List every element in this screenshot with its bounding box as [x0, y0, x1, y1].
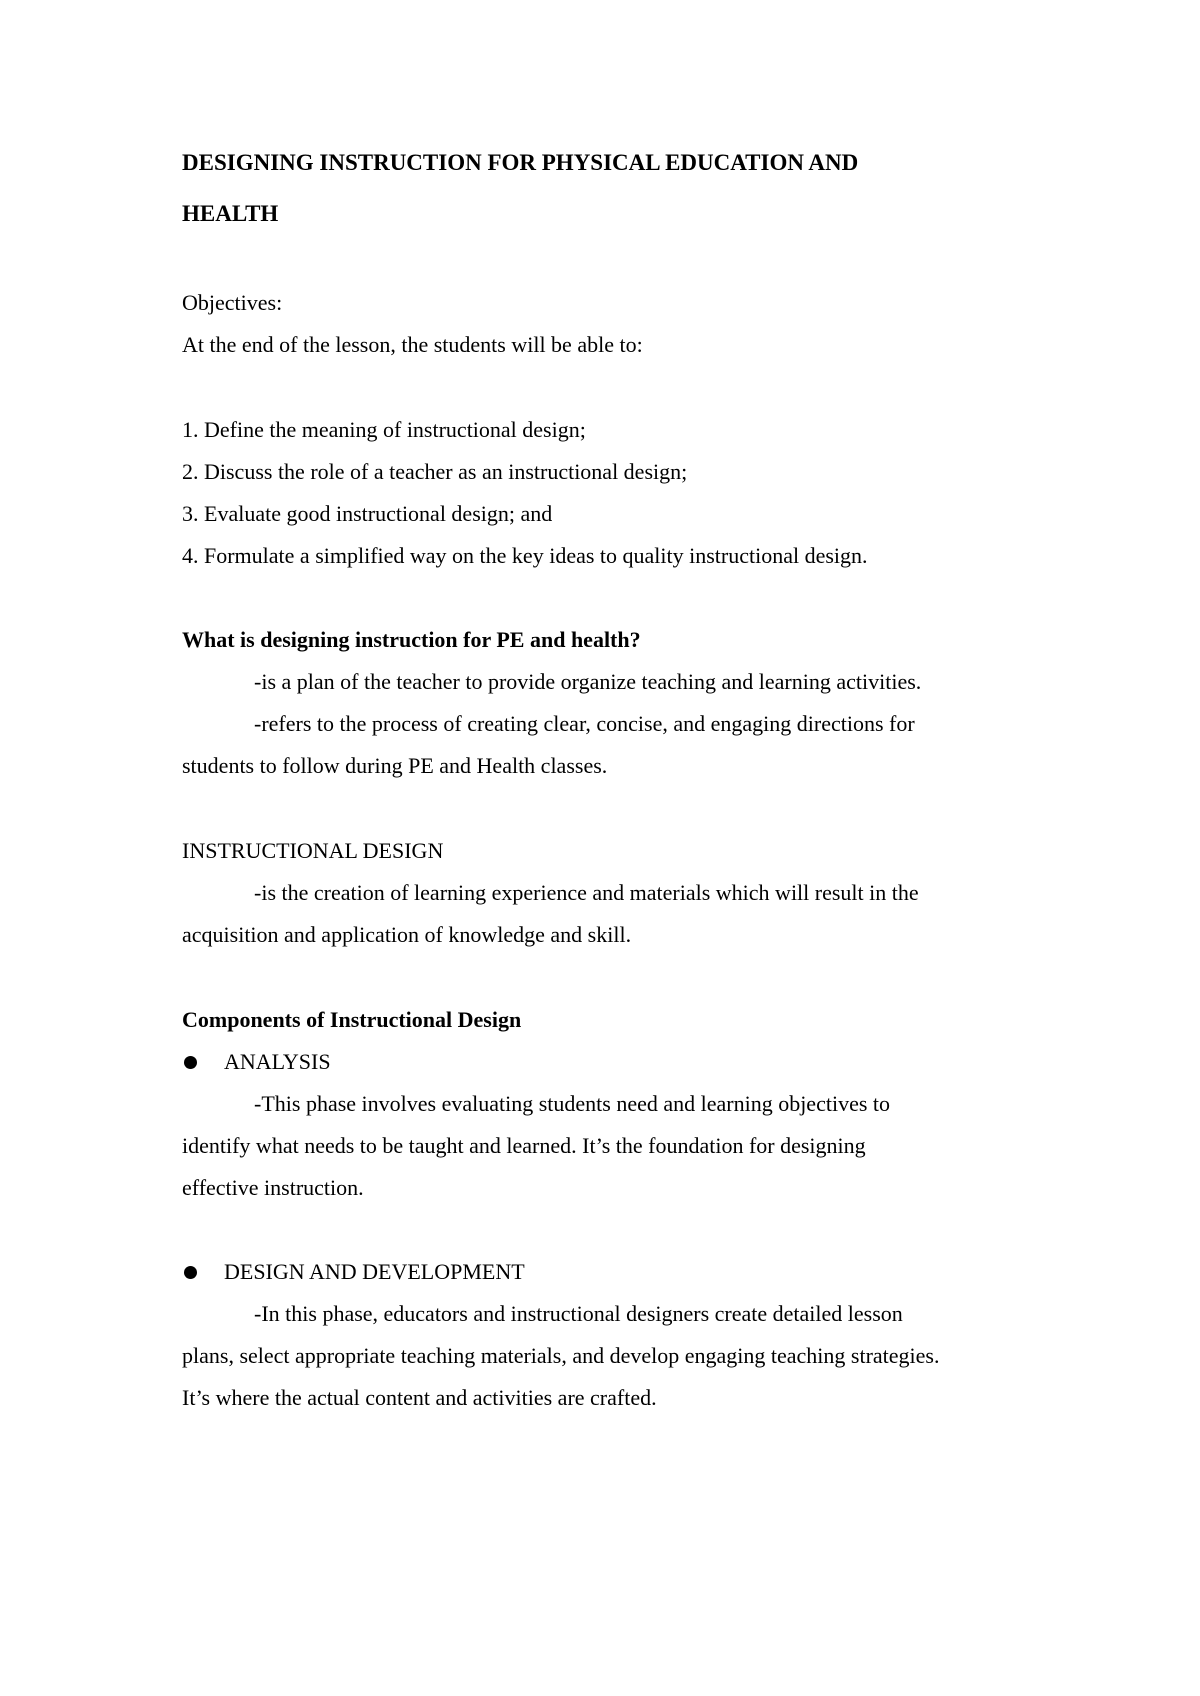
what-line-2: -refers to the process of creating clear, concise, and engaging directions for — [254, 711, 915, 736]
design-line-3: It’s where the actual content and activities are crafted. — [182, 1385, 657, 1410]
section-heading-components: Components of Instructional Design — [182, 1007, 522, 1032]
id-line-2: acquisition and application of knowledge and skill. — [182, 922, 632, 947]
section-heading-what: What is designing instruction for PE and health? — [182, 627, 641, 652]
document-title-line-1: DESIGNING INSTRUCTION FOR PHYSICAL EDUCATION AND — [182, 150, 859, 175]
bullet-icon — [184, 1056, 197, 1069]
id-line-1: -is the creation of learning experience and materials which will result in the — [254, 880, 919, 905]
objective-item-3: 3. Evaluate good instructional design; and — [182, 501, 553, 526]
objective-item-4: 4. Formulate a simplified way on the key ideas to quality instructional design. — [182, 543, 868, 568]
component-design-label: DESIGN AND DEVELOPMENT — [224, 1259, 525, 1284]
document-title-line-2: HEALTH — [182, 201, 279, 226]
objective-item-1: 1. Define the meaning of instructional design; — [182, 417, 586, 442]
design-line-1: -In this phase, educators and instructional designers create detailed lesson — [254, 1301, 903, 1326]
bullet-icon — [184, 1266, 197, 1279]
objectives-intro: At the end of the lesson, the students will be able to: — [182, 332, 643, 357]
section-heading-instructional-design: INSTRUCTIONAL DESIGN — [182, 838, 444, 863]
what-line-1: -is a plan of the teacher to provide organize teaching and learning activities. — [254, 669, 922, 694]
analysis-line-1: -This phase involves evaluating students need and learning objectives to — [254, 1091, 891, 1116]
analysis-line-2: identify what needs to be taught and learned. It’s the foundation for designing — [182, 1133, 866, 1158]
objective-item-2: 2. Discuss the role of a teacher as an instructional design; — [182, 459, 688, 484]
analysis-line-3: effective instruction. — [182, 1175, 364, 1200]
what-line-3: students to follow during PE and Health classes. — [182, 753, 608, 778]
objectives-label: Objectives: — [182, 290, 283, 315]
design-line-2: plans, select appropriate teaching materials, and develop engaging teaching strategies. — [182, 1343, 940, 1368]
component-analysis-label: ANALYSIS — [224, 1049, 331, 1074]
